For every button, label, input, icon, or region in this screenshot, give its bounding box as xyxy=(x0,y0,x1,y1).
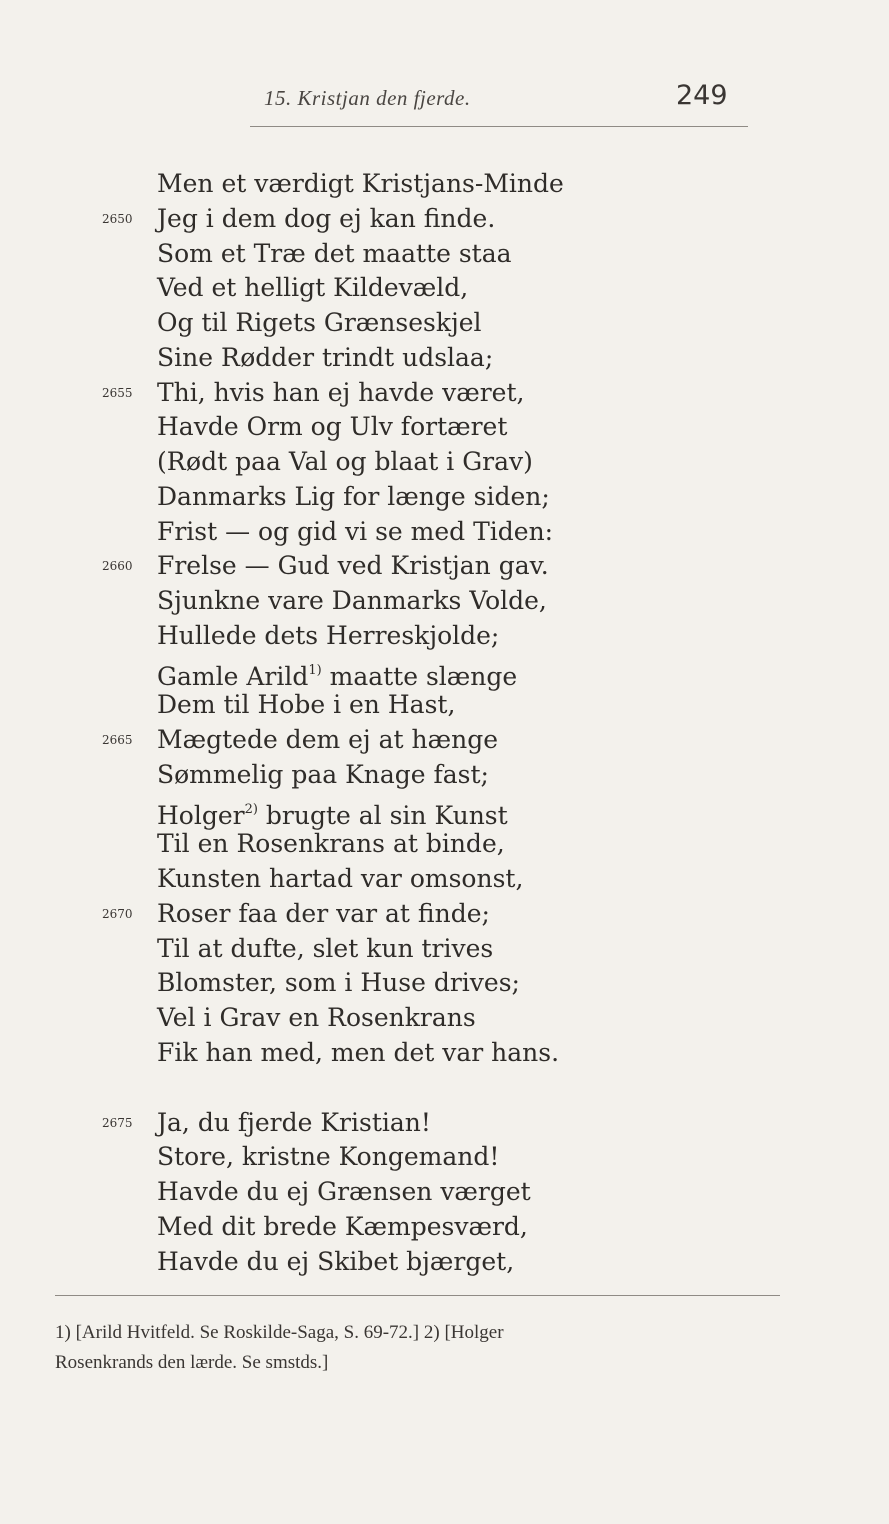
verse-text: Ved et helligt Kildevæld, xyxy=(157,273,469,303)
verse-text: Roser faa der var at finde; xyxy=(157,898,490,928)
verse-text: Til en Rosenkrans at binde, xyxy=(157,829,505,859)
verse-text: Ja, du fjerde Kristian! xyxy=(157,1107,431,1137)
footnote-marker: 1) xyxy=(308,662,322,678)
verse-text: Og til Rigets Grænseskjel xyxy=(157,308,482,337)
verse-line xyxy=(157,619,499,653)
running-title: 15. Kristjan den fjerde. xyxy=(264,86,471,110)
verse-text: Store, kristne Kongemand! xyxy=(157,1142,500,1172)
verse-line xyxy=(157,758,489,792)
header-rule xyxy=(250,126,748,127)
line-number: 2670 xyxy=(102,906,133,921)
verse-line xyxy=(157,1245,514,1279)
verse-text: Thi, hvis han ej havde været, xyxy=(157,377,525,407)
verse-line xyxy=(157,1140,499,1174)
verse-text: Hullede dets Herreskjolde; xyxy=(157,620,500,650)
verse-line xyxy=(157,271,468,305)
verse-line xyxy=(157,688,455,722)
verse-line xyxy=(157,376,524,410)
verse-text: Fik han med, men det var hans. xyxy=(157,1037,560,1067)
verse-line xyxy=(157,202,495,236)
verse-line xyxy=(157,966,520,1000)
verse-line xyxy=(157,897,490,931)
verse-text: Havde du ej Grænsen værget xyxy=(157,1177,531,1206)
line-number: 2650 xyxy=(102,211,133,226)
verse-line xyxy=(157,549,549,583)
line-number: 2675 xyxy=(102,1115,133,1130)
verse-text: Jeg i dem dog ej kan finde. xyxy=(157,203,496,233)
verse-line xyxy=(157,410,507,444)
verse-text: Danmarks Lig for længe siden; xyxy=(157,481,550,511)
verse-line xyxy=(157,480,550,514)
verse-text: Vel i Grav en Rosenkrans xyxy=(157,1003,476,1032)
verse-text: Men et værdigt Kristjans-Minde xyxy=(157,169,564,198)
verse-text: Sømmelig paa Knage fast; xyxy=(157,759,489,789)
verse-line xyxy=(157,1001,476,1035)
verse-line xyxy=(157,237,512,271)
verse-line xyxy=(157,932,493,966)
verse-text: Gamle Arild xyxy=(157,661,309,691)
footnote-rule xyxy=(55,1295,780,1296)
verse-line xyxy=(157,1036,559,1070)
line-number: 2660 xyxy=(102,559,133,574)
verse-text-rest: brugte al sin Kunst xyxy=(257,800,508,830)
verse-line xyxy=(157,1210,528,1244)
verse-text: Frist — og gid vi se med Tiden: xyxy=(157,516,554,546)
verse-line xyxy=(157,306,482,340)
verse-text: Havde du ej Skibet bjærget, xyxy=(157,1246,515,1276)
footnote-line: Rosenkrands den lærde. Se smstds.] xyxy=(55,1352,329,1373)
footnote-line: 1) [Arild Hvitfeld. Se Roskilde-Saga, S. 69-72.] 2) [Holger xyxy=(55,1322,504,1343)
verse-text: Kunsten hartad var omsonst, xyxy=(157,864,524,893)
running-header xyxy=(0,80,889,116)
verse-line xyxy=(157,445,533,479)
verse-line xyxy=(157,862,523,896)
verse-line xyxy=(157,723,498,757)
verse-text: Mægtede dem ej at hænge xyxy=(157,725,499,754)
verse-line xyxy=(157,793,508,830)
verse-text: Med dit brede Kæmpesværd, xyxy=(157,1211,528,1241)
verse-text-rest: maatte slænge xyxy=(321,661,518,691)
verse-text: Sine Rødder trindt udslaa; xyxy=(157,342,494,372)
verse-text: Frelse — Gud ved Kristjan gav. xyxy=(157,551,549,581)
verse-text: Blomster, som i Huse drives; xyxy=(157,968,520,998)
page-number: 249 xyxy=(676,80,728,111)
verse-line xyxy=(157,1106,431,1140)
verse-text: Sjunkne vare Danmarks Volde, xyxy=(157,586,547,615)
line-number: 2655 xyxy=(102,385,133,400)
verse-text: (Rødt paa Val og blaat i Grav) xyxy=(157,447,533,476)
verse-text: Havde Orm og Ulv fortæret xyxy=(157,412,508,442)
verse-line xyxy=(157,827,505,861)
verse-line xyxy=(157,584,547,618)
verse-text: Som et Træ det maatte staa xyxy=(157,238,512,268)
verse-line xyxy=(157,515,553,549)
verse-line xyxy=(157,167,564,201)
verse-line xyxy=(157,1175,531,1209)
line-number: 2665 xyxy=(102,733,133,747)
footnote-marker: 2) xyxy=(244,801,258,817)
verse-text: Dem til Hobe i en Hast, xyxy=(157,690,456,720)
verse-text: Holger xyxy=(157,800,245,830)
verse-line xyxy=(157,654,518,691)
verse-line xyxy=(157,341,493,375)
verse-text: Til at dufte, slet kun trives xyxy=(157,933,494,963)
